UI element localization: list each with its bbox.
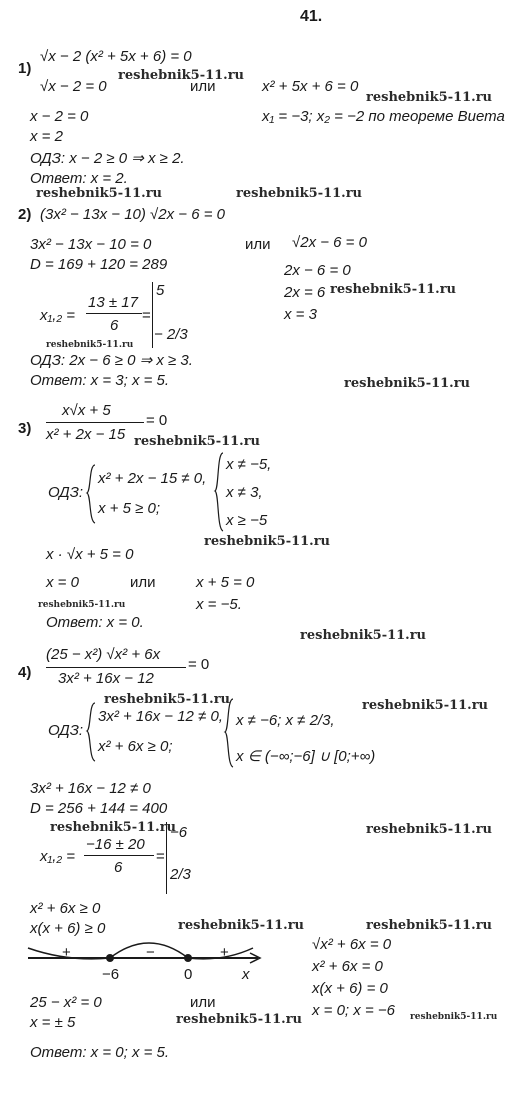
p2-roots-bracket: [152, 282, 153, 348]
p4-conditions-brace: [224, 698, 234, 768]
problem-3-label: 3): [18, 420, 32, 437]
axis-sign-minus: −: [146, 944, 155, 961]
p2-right-line-3: 2x = 6: [284, 284, 326, 301]
p4-eq0: = 0: [188, 656, 210, 673]
watermark: reshebnik5-11.ru: [104, 692, 231, 707]
p2-root-2: − 2/3: [154, 326, 188, 343]
watermark: reshebnik5-11.ru: [366, 822, 493, 837]
watermark: reshebnik5-11.ru: [366, 90, 493, 105]
page-number: 41.: [300, 8, 323, 25]
p3-system-brace: [86, 464, 96, 524]
watermark: reshebnik5-11.ru: [366, 918, 493, 933]
axis-label-x: x: [242, 966, 250, 983]
p4-root-1: −6: [170, 824, 188, 841]
p4-right-line-2: x² + 6x = 0: [312, 958, 383, 975]
p2-or: или: [245, 236, 271, 253]
p1-or: или: [190, 78, 216, 95]
problem-4-label: 4): [18, 664, 32, 681]
p3-denominator: x² + 2x − 15: [46, 426, 126, 443]
p4-cond-1: x ≠ −6; x ≠ 2/3,: [236, 712, 335, 729]
p2-right-line-4: x = 3: [284, 306, 317, 323]
p4-denominator: 3x² + 16x − 12: [58, 670, 154, 687]
p4-system-2: x² + 6x ≥ 0;: [98, 738, 173, 755]
p3-cond-3: x ≥ −5: [226, 512, 268, 529]
p1-answer: Ответ: x = 2.: [30, 170, 128, 187]
p2-root-1: 5: [156, 282, 165, 299]
watermark: reshebnik5-11.ru: [134, 434, 261, 449]
p4-system-brace: [86, 702, 96, 762]
p4-discriminant: D = 256 + 144 = 400: [30, 800, 168, 817]
watermark: reshebnik5-11.ru: [410, 1012, 498, 1022]
watermark: reshebnik5-11.ru: [38, 600, 126, 610]
watermark: reshebnik5-11.ru: [204, 534, 331, 549]
p3-right-line-2: x + 5 = 0: [196, 574, 255, 591]
watermark: reshebnik5-11.ru: [300, 628, 427, 643]
p2-frac-bar: [86, 313, 142, 314]
p4-line-5: 25 − x² = 0: [30, 994, 102, 1011]
p3-answer: Ответ: x = 0.: [46, 614, 144, 631]
p1-right-line-1: x² + 5x + 6 = 0: [262, 78, 359, 95]
watermark: reshebnik5-11.ru: [36, 186, 163, 201]
p4-line-6: x = ± 5: [30, 1014, 76, 1031]
watermark: reshebnik5-11.ru: [50, 820, 177, 835]
watermark: reshebnik5-11.ru: [118, 68, 245, 83]
p4-frac-den: 6: [114, 859, 123, 876]
p1-line-3: x − 2 = 0: [30, 108, 89, 125]
p4-line-4: x(x + 6) ≥ 0: [30, 920, 106, 937]
p1-line-root-eq: √x − 2 = 0: [40, 78, 107, 95]
p4-frac-bar-2: [84, 855, 154, 856]
p3-cond-1: x ≠ −5,: [226, 456, 272, 473]
p1-odz: ОДЗ: x − 2 ≥ 0 ⇒ x ≥ 2.: [30, 150, 185, 167]
problem-2-equation: (3x² − 13x − 10) √2x − 6 = 0: [40, 206, 226, 223]
p4-odz-label: ОДЗ:: [48, 722, 84, 739]
axis-sign-plus-left: +: [62, 944, 71, 961]
p3-eq0: = 0: [146, 412, 168, 429]
p4-root-2: 2/3: [170, 866, 191, 883]
watermark: reshebnik5-11.ru: [176, 1012, 303, 1027]
p4-right-line-3: x(x + 6) = 0: [312, 980, 388, 997]
p3-odz-label: ОДЗ:: [48, 484, 84, 501]
p3-cond-2: x ≠ 3,: [226, 484, 263, 501]
p4-frac-num: −16 ± 20: [86, 836, 145, 853]
p3-or: или: [130, 574, 156, 591]
p3-system-2: x + 5 ≥ 0;: [98, 500, 161, 517]
problem-2-label: 2): [18, 206, 32, 223]
watermark: reshebnik5-11.ru: [236, 186, 363, 201]
p4-cond-2: x ∈ (−∞;−6] ∪ [0;+∞): [236, 748, 376, 765]
watermark: reshebnik5-11.ru: [330, 282, 457, 297]
p3-line-2: x = 0: [46, 574, 79, 591]
p4-or: или: [190, 994, 216, 1011]
p2-odz: ОДЗ: 2x − 6 ≥ 0 ⇒ x ≥ 3.: [30, 352, 193, 369]
p3-right-line-3: x = −5.: [196, 596, 242, 613]
axis-tick-minus6: −6: [102, 966, 120, 983]
p2-answer: Ответ: x = 3; x = 5.: [30, 372, 170, 389]
p1-line-4: x = 2: [30, 128, 63, 145]
problem-1-equation: √x − 2 (x² + 5x + 6) = 0: [40, 48, 192, 65]
watermark: reshebnik5-11.ru: [344, 376, 471, 391]
p4-right-line-4: x = 0; x = −6: [312, 1002, 395, 1019]
p1-right-line-2: x₁ = −3; x₂ = −2 по теореме Виета: [262, 108, 505, 125]
p4-line-3: x² + 6x ≥ 0: [30, 900, 101, 917]
p4-x12: x₁,₂ =: [40, 848, 76, 865]
p4-system-1: 3x² + 16x − 12 ≠ 0,: [98, 708, 223, 725]
p4-numerator: (25 − x²) √x² + 6x: [46, 646, 161, 663]
axis-tick-0: 0: [184, 966, 193, 983]
p4-frac-bar: [46, 667, 186, 668]
p3-frac-bar: [46, 422, 144, 423]
p4-answer: Ответ: x = 0; x = 5.: [30, 1044, 170, 1061]
watermark: reshebnik5-11.ru: [362, 698, 489, 713]
p2-right-line-1: √2x − 6 = 0: [292, 234, 367, 251]
p3-system-1: x² + 2x − 15 ≠ 0,: [98, 470, 207, 487]
p2-frac-den: 6: [110, 317, 119, 334]
p2-x12: x₁,₂ =: [40, 307, 76, 324]
p2-right-line-2: 2x − 6 = 0: [284, 262, 351, 279]
p3-conditions-brace: [214, 452, 224, 532]
problem-1-label: 1): [18, 60, 32, 77]
p3-numerator: x√x + 5: [62, 402, 111, 419]
watermark: reshebnik5-11.ru: [178, 918, 305, 933]
p4-line-1: 3x² + 16x − 12 ≠ 0: [30, 780, 151, 797]
p2-discriminant: D = 169 + 120 = 289: [30, 256, 168, 273]
p2-line-1: 3x² − 13x − 10 = 0: [30, 236, 152, 253]
p2-frac-num: 13 ± 17: [88, 294, 138, 311]
p4-right-line-1: √x² + 6x = 0: [312, 936, 392, 953]
p3-line-1: x · √x + 5 = 0: [46, 546, 134, 563]
watermark: reshebnik5-11.ru: [46, 340, 134, 350]
axis-sign-plus-right: +: [220, 944, 229, 961]
